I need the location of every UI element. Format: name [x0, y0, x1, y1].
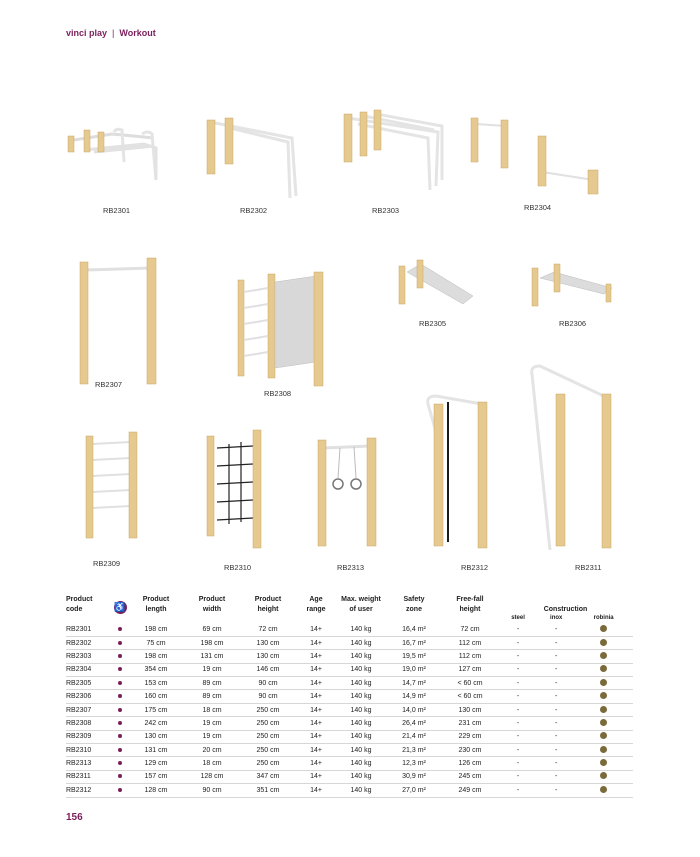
cell-steel: -	[498, 636, 538, 649]
product-illustration-rb2305	[393, 258, 478, 310]
product-illustration-rb2303	[338, 108, 453, 198]
product-illustration-rb2308	[234, 270, 329, 390]
cell-width: 19 cm	[184, 663, 240, 676]
cell-safety-zone: 14,0 m²	[386, 703, 442, 716]
cell-length: 129 cm	[128, 757, 184, 770]
product-illustration-rb2304	[468, 114, 608, 204]
horizontal-bars-illustration	[468, 114, 608, 204]
cell-length: 130 cm	[128, 730, 184, 743]
product-illustration-rb2312	[422, 392, 497, 552]
product-label: RB2303	[372, 206, 400, 215]
cell-weight: 140 kg	[336, 663, 386, 676]
cell-weight: 140 kg	[336, 703, 386, 716]
cell-accessibility	[112, 703, 128, 716]
product-label: RB2310	[224, 563, 252, 572]
cell-weight: 140 kg	[336, 677, 386, 690]
cell-safety-zone: 12,3 m²	[386, 757, 442, 770]
cell-robinia	[574, 730, 633, 743]
cell-code: RB2304	[66, 663, 112, 676]
cell-weight: 140 kg	[336, 784, 386, 797]
cell-accessibility	[112, 757, 128, 770]
product-illustration-rb2307	[76, 256, 166, 386]
product-label: RB2307	[95, 380, 123, 389]
header-inox: inox	[550, 615, 563, 621]
cell-steel: -	[498, 663, 538, 676]
header-freefall: Free-fall height	[456, 596, 484, 613]
cell-freefall: < 60 cm	[442, 690, 498, 703]
product-label: RB2313	[337, 563, 365, 572]
cell-freefall: 126 cm	[442, 757, 498, 770]
dip-bars-illustration	[64, 122, 174, 192]
cell-length: 131 cm	[128, 744, 184, 757]
cell-inox: -	[538, 650, 574, 663]
cell-inox: -	[538, 636, 574, 649]
cell-height: 90 cm	[240, 677, 296, 690]
table-row	[66, 624, 633, 637]
cell-width: 18 cm	[184, 703, 240, 716]
robinia-indicator-icon	[600, 786, 607, 793]
cell-weight: 140 kg	[336, 717, 386, 730]
cell-accessibility	[112, 744, 128, 757]
product-label: RB2311	[575, 563, 602, 572]
cell-steel: -	[498, 744, 538, 757]
climbing-rope-illustration	[422, 392, 497, 552]
accessible-indicator-icon	[118, 721, 122, 725]
cell-safety-zone: 21,3 m²	[386, 744, 442, 757]
cell-inox: -	[538, 690, 574, 703]
cell-height: 250 cm	[240, 717, 296, 730]
cell-safety-zone: 14,9 m²	[386, 690, 442, 703]
cell-code: RB2307	[66, 703, 112, 716]
cell-weight: 140 kg	[336, 744, 386, 757]
table-row	[66, 650, 633, 663]
table-row	[66, 770, 633, 783]
cell-height: 250 cm	[240, 703, 296, 716]
cell-age: 14+	[296, 717, 336, 730]
cell-steel: -	[498, 677, 538, 690]
cell-width: 69 cm	[184, 624, 240, 637]
cell-age: 14+	[296, 744, 336, 757]
cell-safety-zone: 19,0 m²	[386, 663, 442, 676]
pole-climb-illustration	[528, 364, 618, 554]
accessible-indicator-icon	[118, 734, 122, 738]
cell-height: 347 cm	[240, 770, 296, 783]
cell-inox: -	[538, 663, 574, 676]
cell-width: 89 cm	[184, 690, 240, 703]
header-steel: steel	[511, 615, 525, 621]
cell-age: 14+	[296, 636, 336, 649]
cell-height: 130 cm	[240, 650, 296, 663]
table-row	[66, 690, 633, 703]
cell-accessibility	[112, 636, 128, 649]
cell-accessibility	[112, 690, 128, 703]
robinia-indicator-icon	[600, 679, 607, 686]
cell-age: 14+	[296, 784, 336, 797]
cell-length: 153 cm	[128, 677, 184, 690]
header-weight: Max. weight of user	[341, 596, 381, 613]
cell-inox: -	[538, 717, 574, 730]
cell-length: 175 cm	[128, 703, 184, 716]
cell-robinia	[574, 677, 633, 690]
cell-freefall: 245 cm	[442, 770, 498, 783]
product-label: RB2302	[240, 206, 268, 215]
cell-steel: -	[498, 690, 538, 703]
product-label: RB2304	[524, 203, 552, 212]
product-label: RB2312	[461, 563, 489, 572]
cell-inox: -	[538, 677, 574, 690]
cell-width: 20 cm	[184, 744, 240, 757]
cell-width: 198 cm	[184, 636, 240, 649]
cell-accessibility	[112, 650, 128, 663]
header-age: Age range	[306, 596, 326, 613]
cell-freefall: 72 cm	[442, 624, 498, 637]
header-accessibility	[112, 592, 128, 614]
cell-safety-zone: 16,7 m²	[386, 636, 442, 649]
cell-robinia	[574, 744, 633, 757]
product-label: RB2301	[103, 206, 131, 215]
cell-freefall: 112 cm	[442, 636, 498, 649]
product-illustration-rb2309	[84, 430, 144, 540]
cell-height: 130 cm	[240, 636, 296, 649]
cell-robinia	[574, 784, 633, 797]
cell-height: 351 cm	[240, 784, 296, 797]
cell-freefall: 230 cm	[442, 744, 498, 757]
product-label: RB2306	[559, 319, 587, 328]
header-height: Product height	[254, 596, 282, 613]
cell-height: 72 cm	[240, 624, 296, 637]
cell-weight: 140 kg	[336, 770, 386, 783]
cell-age: 14+	[296, 690, 336, 703]
cell-height: 90 cm	[240, 690, 296, 703]
cell-robinia	[574, 624, 633, 637]
brand-name: vinci play	[66, 28, 108, 38]
cell-freefall: 231 cm	[442, 717, 498, 730]
cell-code: RB2308	[66, 717, 112, 730]
cell-length: 157 cm	[128, 770, 184, 783]
cell-code: RB2301	[66, 624, 112, 637]
cell-accessibility	[112, 717, 128, 730]
cell-safety-zone: 26,4 m²	[386, 717, 442, 730]
sit-up-bench-illustration	[393, 258, 478, 310]
cell-width: 19 cm	[184, 717, 240, 730]
cell-inox: -	[538, 703, 574, 716]
accessible-indicator-icon	[118, 667, 122, 671]
accessible-indicator-icon	[118, 788, 122, 792]
robinia-indicator-icon	[600, 746, 607, 753]
robinia-indicator-icon	[600, 772, 607, 779]
cell-age: 14+	[296, 703, 336, 716]
cell-safety-zone: 19,5 m²	[386, 650, 442, 663]
cell-weight: 140 kg	[336, 650, 386, 663]
robinia-indicator-icon	[600, 719, 607, 726]
cell-robinia	[574, 636, 633, 649]
cell-inox: -	[538, 624, 574, 637]
wheelchair-icon: ♿	[114, 602, 126, 612]
header-construction: Construction	[543, 605, 588, 613]
accessible-indicator-icon	[118, 694, 122, 698]
cell-age: 14+	[296, 730, 336, 743]
gym-rings-illustration	[316, 436, 381, 548]
back-bench-illustration	[528, 262, 618, 312]
cell-weight: 140 kg	[336, 624, 386, 637]
header-robinia: robinia	[593, 615, 614, 621]
cell-code: RB2302	[66, 636, 112, 649]
cell-accessibility	[112, 624, 128, 637]
cell-robinia	[574, 690, 633, 703]
cell-steel: -	[498, 717, 538, 730]
cell-age: 14+	[296, 663, 336, 676]
header-safety-zone: Safety zone	[403, 596, 425, 613]
cell-steel: -	[498, 703, 538, 716]
cell-freefall: 130 cm	[442, 703, 498, 716]
cell-height: 250 cm	[240, 744, 296, 757]
cell-freefall: 249 cm	[442, 784, 498, 797]
product-illustration-rb2306	[528, 262, 618, 312]
cell-steel: -	[498, 757, 538, 770]
cell-freefall: 127 cm	[442, 663, 498, 676]
cell-age: 14+	[296, 757, 336, 770]
cell-steel: -	[498, 730, 538, 743]
cell-age: 14+	[296, 624, 336, 637]
cell-code: RB2313	[66, 757, 112, 770]
table-body	[66, 624, 633, 798]
cell-robinia	[574, 663, 633, 676]
robinia-indicator-icon	[600, 706, 607, 713]
table-row	[66, 730, 633, 743]
cell-length: 242 cm	[128, 717, 184, 730]
cell-height: 250 cm	[240, 757, 296, 770]
cell-code: RB2306	[66, 690, 112, 703]
cell-code: RB2305	[66, 677, 112, 690]
specification-table	[66, 592, 633, 798]
cell-weight: 140 kg	[336, 730, 386, 743]
table-row	[66, 717, 633, 730]
cell-steel: -	[498, 650, 538, 663]
cell-height: 250 cm	[240, 730, 296, 743]
cell-inox: -	[538, 784, 574, 797]
product-illustration-rb2310	[205, 428, 270, 550]
robinia-indicator-icon	[600, 732, 607, 739]
climbing-wall-illustration	[234, 270, 329, 390]
product-label: RB2309	[93, 559, 121, 568]
header-code: Product code	[66, 596, 93, 613]
cell-accessibility	[112, 730, 128, 743]
cell-age: 14+	[296, 650, 336, 663]
table-row	[66, 744, 633, 757]
cell-weight: 140 kg	[336, 757, 386, 770]
cell-freefall: 229 cm	[442, 730, 498, 743]
cell-steel: -	[498, 624, 538, 637]
cell-length: 128 cm	[128, 784, 184, 797]
cell-inox: -	[538, 770, 574, 783]
product-illustration-rb2311	[528, 364, 618, 554]
robinia-indicator-icon	[600, 652, 607, 659]
cell-width: 131 cm	[184, 650, 240, 663]
table-row	[66, 784, 633, 797]
cell-width: 18 cm	[184, 757, 240, 770]
cell-robinia	[574, 717, 633, 730]
pull-up-bar-illustration	[76, 256, 166, 386]
cell-robinia	[574, 703, 633, 716]
cell-length: 354 cm	[128, 663, 184, 676]
accessible-indicator-icon	[118, 761, 122, 765]
cell-length: 198 cm	[128, 650, 184, 663]
accessible-indicator-icon	[118, 681, 122, 685]
accessible-indicator-icon	[118, 708, 122, 712]
cell-weight: 140 kg	[336, 690, 386, 703]
cell-width: 90 cm	[184, 784, 240, 797]
rope-net-illustration	[205, 428, 270, 550]
cell-code: RB2311	[66, 770, 112, 783]
cell-weight: 140 kg	[336, 636, 386, 649]
cell-length: 75 cm	[128, 636, 184, 649]
cell-width: 89 cm	[184, 677, 240, 690]
table-row	[66, 703, 633, 716]
cell-robinia	[574, 757, 633, 770]
accessible-indicator-icon	[118, 654, 122, 658]
table-row	[66, 677, 633, 690]
cell-age: 14+	[296, 770, 336, 783]
page-number: 156	[66, 812, 83, 823]
cell-freefall: 112 cm	[442, 650, 498, 663]
cell-width: 19 cm	[184, 730, 240, 743]
cell-length: 160 cm	[128, 690, 184, 703]
ladder-illustration	[84, 430, 144, 540]
table-row	[66, 757, 633, 770]
cell-length: 198 cm	[128, 624, 184, 637]
cell-age: 14+	[296, 677, 336, 690]
header-separator: |	[112, 28, 115, 38]
cell-inox: -	[538, 744, 574, 757]
cell-accessibility	[112, 784, 128, 797]
cell-accessibility	[112, 663, 128, 676]
page-header	[66, 28, 156, 38]
table-row	[66, 636, 633, 649]
section-name: Workout	[119, 28, 156, 38]
product-illustration-rb2301	[64, 122, 174, 192]
table-row	[66, 663, 633, 676]
product-illustration-rb2302	[200, 114, 310, 204]
accessible-indicator-icon	[118, 748, 122, 752]
cell-freefall: < 60 cm	[442, 677, 498, 690]
cell-robinia	[574, 770, 633, 783]
cell-inox: -	[538, 757, 574, 770]
cell-width: 128 cm	[184, 770, 240, 783]
cell-accessibility	[112, 677, 128, 690]
accessible-indicator-icon	[118, 641, 122, 645]
header-length: Product length	[142, 596, 170, 613]
cell-code: RB2312	[66, 784, 112, 797]
robinia-indicator-icon	[600, 665, 607, 672]
accessible-indicator-icon	[118, 774, 122, 778]
cell-code: RB2303	[66, 650, 112, 663]
cell-safety-zone: 14,7 m²	[386, 677, 442, 690]
product-illustration-rb2313	[316, 436, 381, 548]
cell-safety-zone: 16,4 m²	[386, 624, 442, 637]
cell-safety-zone: 21,4 m²	[386, 730, 442, 743]
cell-safety-zone: 30,9 m²	[386, 770, 442, 783]
parallel-bars-illustration	[200, 114, 310, 204]
cell-robinia	[574, 650, 633, 663]
cell-steel: -	[498, 770, 538, 783]
cell-code: RB2309	[66, 730, 112, 743]
multi-bars-illustration	[338, 108, 453, 198]
cell-code: RB2310	[66, 744, 112, 757]
robinia-indicator-icon	[600, 625, 607, 632]
cell-steel: -	[498, 784, 538, 797]
header-width: Product width	[198, 596, 226, 613]
cell-height: 146 cm	[240, 663, 296, 676]
robinia-indicator-icon	[600, 692, 607, 699]
product-label: RB2305	[419, 319, 447, 328]
robinia-indicator-icon	[600, 759, 607, 766]
accessible-indicator-icon	[118, 627, 122, 631]
robinia-indicator-icon	[600, 639, 607, 646]
cell-safety-zone: 27,0 m²	[386, 784, 442, 797]
cell-accessibility	[112, 770, 128, 783]
cell-inox: -	[538, 730, 574, 743]
product-label: RB2308	[264, 389, 292, 398]
